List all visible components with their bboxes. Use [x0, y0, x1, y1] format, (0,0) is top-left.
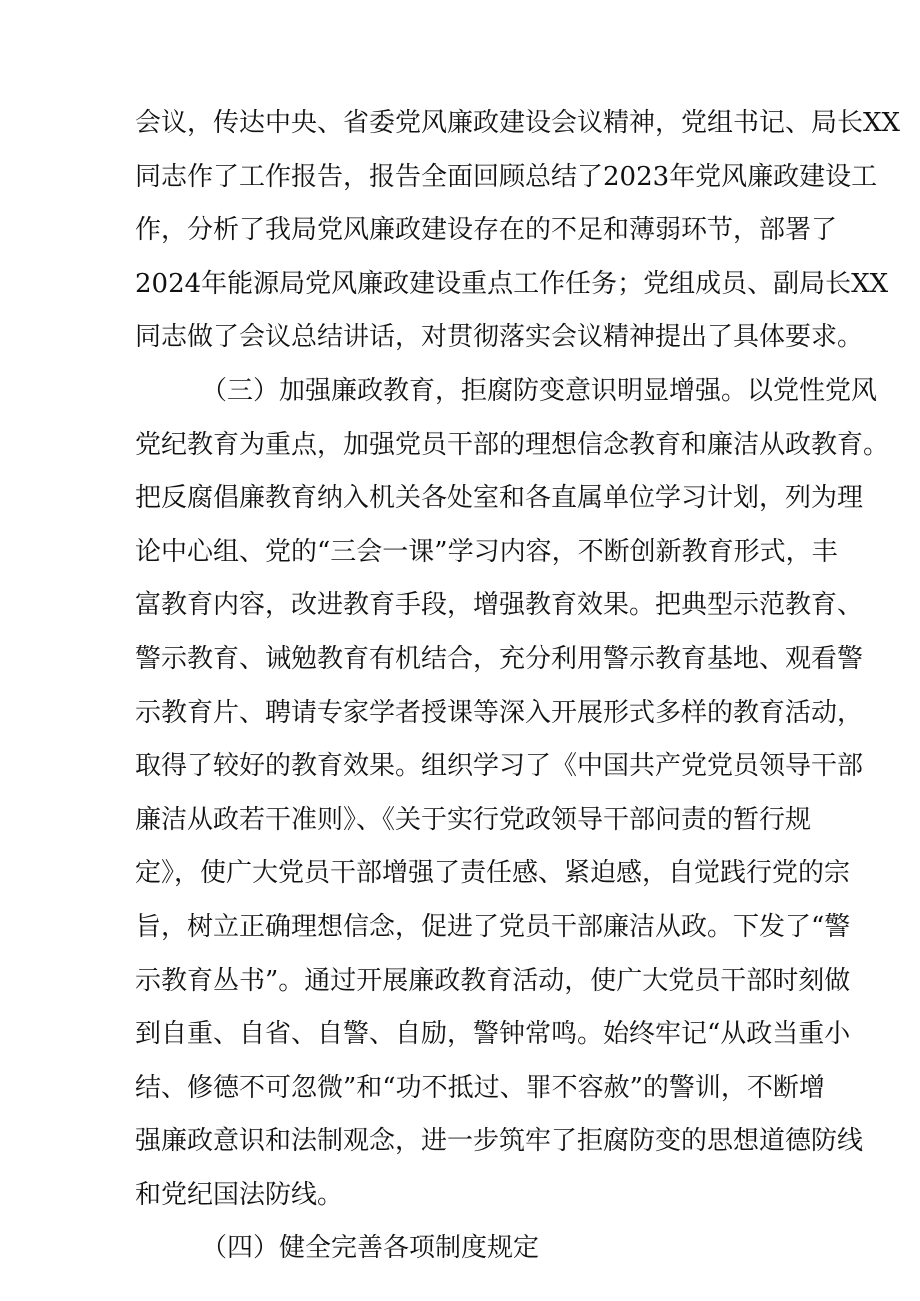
section-heading-4: （四）健全完善各项制度规定 [201, 1233, 540, 1264]
text-line-7: 党纪教育为重点，加强党员干部的理想信念教育和廉洁从政教育。 [135, 429, 890, 460]
text-line-13: 取得了较好的教育效果。组织学习了《中国共产党党员领导干部 [135, 751, 864, 782]
text-line-4: 2024年能源局党风廉政建设重点工作任务；党组成员、副局长XX [135, 268, 889, 299]
text-line-9: 论中心组、党的“三会一课”学习内容，不断创新教育形式，丰 [135, 536, 838, 567]
text-line-21: 和党纪国法防线。 [135, 1179, 344, 1210]
text-line-10: 富教育内容，改进教育手段，增强教育效果。把典型示范教育、 [135, 590, 864, 621]
text-line-12: 示教育片、聘请专家学者授课等深入开展形式多样的教育活动， [135, 697, 864, 728]
text-line-17: 示教育丛书”。通过开展廉政教育活动，使广大党员干部时刻做 [135, 965, 851, 996]
text-line-18: 到自重、自省、自警、自励，警钟常鸣。始终牢记“从政当重小 [135, 1019, 851, 1050]
text-line-3: 作，分析了我局党风廉政建设存在的不足和薄弱环节，部署了 [135, 215, 838, 246]
text-line-5: 同志做了会议总结讲话，对贯彻落实会议精神提出了具体要求。 [135, 322, 864, 353]
text-line-20: 强廉政意识和法制观念，进一步筑牢了拒腐防变的思想道德防线 [135, 1126, 864, 1157]
text-line-16: 旨，树立正确理想信念，促进了党员干部廉洁从政。下发了“警 [135, 911, 851, 942]
text-line-19: 结、修德不可忽微”和“功不抵过、罪不容赦”的警训，不断增 [135, 1072, 825, 1103]
text-line-8: 把反腐倡廉教育纳入机关各处室和各直属单位学习计划，列为理 [135, 483, 864, 514]
text-line-11: 警示教育、诫勉教育有机结合，充分利用警示教育基地、观看警 [135, 643, 864, 674]
text-line-15: 定》，使广大党员干部增强了责任感、紧迫感，自觉践行党的宗 [135, 858, 851, 889]
text-line-2: 同志作了工作报告，报告全面回顾总结了2023年党风廉政建设工 [135, 161, 878, 192]
document-body [135, 97, 901, 1276]
text-line-1: 会议，传达中央、省委党风廉政建设会议精神，党组书记、局长XX [135, 108, 901, 138]
text-line-14: 廉洁从政若干准则》、《关于实行党政领导干部问责的暂行规 [135, 804, 812, 835]
section-heading-3: （三）加强廉政教育，拒腐防变意识明显增强。以党性党风 [201, 375, 878, 406]
